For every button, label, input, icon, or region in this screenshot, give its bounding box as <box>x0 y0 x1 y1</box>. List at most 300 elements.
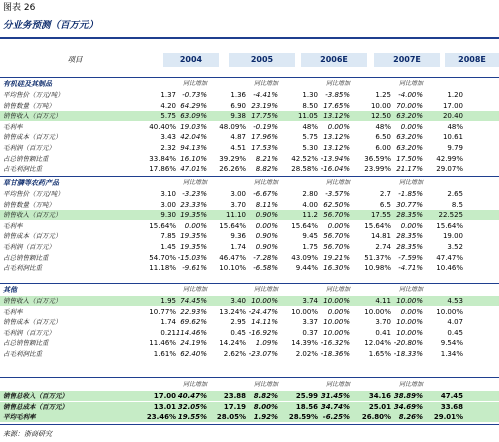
growth-cell: -23.07% <box>248 350 278 358</box>
table-row <box>0 111 499 121</box>
value-cell: 47.47% <box>436 253 463 262</box>
value-cell: 7.85 <box>160 232 176 241</box>
value-cell: 0.21 <box>160 328 176 337</box>
growth-cell: 56.70% <box>323 211 350 220</box>
growth-cell: 19.35% <box>180 232 207 241</box>
growth-cell: -16.32% <box>320 339 350 348</box>
growth-cell: 34.69% <box>393 402 423 411</box>
value-cell: 11.10 <box>225 211 246 220</box>
growth-cell: 70.00% <box>396 101 423 110</box>
value-cell: 51.37% <box>364 253 391 262</box>
growth-cell: 0.00% <box>327 307 350 316</box>
row-label: 销售数量（万吨） <box>3 101 55 110</box>
value-cell: 9.79 <box>447 144 463 152</box>
growth-cell: 56.70% <box>323 232 350 241</box>
row-label: 销售收入（百万元） <box>3 297 62 305</box>
growth-cell: -4.71% <box>398 264 423 273</box>
value-cell: 34.16 <box>368 392 391 400</box>
table-header <box>0 53 499 67</box>
growth-cell: 21.17% <box>396 165 423 174</box>
value-cell: 15.64% <box>364 221 391 230</box>
growth-cell: 17.65% <box>323 101 350 110</box>
row-label: 毛利润（百万元） <box>3 243 55 251</box>
growth-cell: -4.00% <box>398 91 423 99</box>
growth-column-label: 同比增加 <box>253 179 278 186</box>
growth-cell: -9.61% <box>182 264 207 273</box>
growth-cell: 56.70% <box>323 243 350 251</box>
table-row <box>0 253 499 263</box>
growth-cell: -13.94% <box>320 154 350 163</box>
growth-cell: 16.30% <box>323 264 350 273</box>
value-cell: 4.87 <box>230 133 246 142</box>
value-cell: 1.65% <box>368 350 391 358</box>
value-cell: 5.75 <box>160 112 176 121</box>
growth-cell: 0.00% <box>184 221 207 230</box>
table-row <box>0 402 499 412</box>
row-label: 销售总成本（百万元） <box>3 402 68 411</box>
growth-cell: 8.26% <box>398 413 423 422</box>
value-cell: 25.99 <box>295 392 318 400</box>
value-cell: 12.50 <box>370 112 391 121</box>
table-row <box>0 90 499 100</box>
table-row <box>0 154 499 164</box>
value-cell: 9.36 <box>230 232 246 241</box>
table-row <box>0 349 499 359</box>
section-divider <box>0 424 499 425</box>
header-year: 2007E <box>393 55 421 64</box>
value-cell: 10.77% <box>149 307 176 316</box>
value-cell: 5.75 <box>302 133 318 142</box>
growth-cell: 64.29% <box>180 101 207 110</box>
value-cell: 17.86% <box>149 165 176 174</box>
growth-cell: 19.55% <box>177 413 207 422</box>
growth-column-label: 同比增加 <box>325 286 350 293</box>
value-cell: 4.51 <box>230 144 246 152</box>
value-cell: 4.53 <box>447 297 463 305</box>
value-cell: 9.44% <box>295 264 318 273</box>
value-cell: 1.95 <box>160 297 176 305</box>
row-label: 占毛利润比重 <box>3 350 42 358</box>
value-cell: 29.01% <box>433 413 463 422</box>
growth-cell: 17.53% <box>251 144 278 152</box>
source-note: 来源：浙商研究 <box>3 430 52 438</box>
value-cell: 23.99% <box>364 165 391 174</box>
row-label: 占总销售额比重 <box>3 154 49 163</box>
growth-cell: -15.03% <box>177 253 207 262</box>
growth-column-label: 同比增加 <box>182 381 207 388</box>
growth-cell: 42.04% <box>180 133 207 142</box>
value-cell: 3.70 <box>375 318 391 327</box>
table-row <box>0 132 499 142</box>
growth-cell: 63.20% <box>396 133 423 142</box>
growth-cell: 63.09% <box>180 112 207 121</box>
section-title: 草甘膦等农药产品 <box>3 178 59 187</box>
value-cell: 10.00 <box>370 101 391 110</box>
growth-column-label: 同比增加 <box>325 80 350 87</box>
row-label: 平均毛利率 <box>3 413 36 422</box>
table-row <box>0 338 499 348</box>
table-row <box>0 307 499 317</box>
growth-cell: -6.25% <box>322 413 350 422</box>
value-cell: 2.62% <box>223 350 246 358</box>
value-cell: 14.39% <box>291 339 318 348</box>
growth-cell: 47.01% <box>180 165 207 174</box>
growth-cell: 17.50% <box>396 154 423 163</box>
value-cell: 3.43 <box>160 133 176 142</box>
value-cell: 28.59% <box>288 413 318 422</box>
value-cell: 46.47% <box>219 253 246 262</box>
growth-cell: 28.35% <box>396 243 423 251</box>
table-row <box>0 412 499 422</box>
growth-cell: 63.20% <box>396 112 423 121</box>
growth-cell: -6.67% <box>253 190 278 198</box>
value-cell: 11.2 <box>302 211 318 220</box>
section-divider <box>0 176 499 177</box>
table-row <box>0 263 499 273</box>
value-cell: 1.36 <box>230 91 246 99</box>
growth-cell: 10.00% <box>251 297 278 305</box>
value-cell: 1.74 <box>230 243 246 251</box>
growth-cell: 10.00% <box>323 318 350 327</box>
value-cell: 2.65 <box>447 190 463 198</box>
value-cell: 6.00 <box>375 144 391 152</box>
value-cell: 23.88 <box>223 392 246 400</box>
row-label: 占总销售额比重 <box>3 339 49 348</box>
growth-cell: 8.82% <box>253 392 278 400</box>
value-cell: 15.64% <box>149 221 176 230</box>
growth-cell: 16.10% <box>180 154 207 163</box>
value-cell: 39.29% <box>219 154 246 163</box>
growth-cell: 34.74% <box>320 402 350 411</box>
value-cell: 3.10 <box>160 190 176 198</box>
value-cell: 19.00 <box>442 232 463 241</box>
value-cell: 4.11 <box>375 297 391 305</box>
value-cell: 6.5 <box>379 200 391 209</box>
table-row <box>0 231 499 241</box>
growth-cell: 74.45% <box>180 297 207 305</box>
growth-cell: -18.36% <box>320 350 350 358</box>
growth-cell: 0.00% <box>255 221 278 230</box>
value-cell: 5.30 <box>302 144 318 152</box>
growth-cell: -3.23% <box>182 190 207 198</box>
growth-cell: 10.00% <box>396 318 423 327</box>
row-label: 平均售价（万元/吨） <box>3 190 64 198</box>
value-cell: 48% <box>447 122 463 131</box>
value-cell: 14.24% <box>219 339 246 348</box>
value-cell: 40.40% <box>149 122 176 131</box>
value-cell: 2.32 <box>160 144 176 152</box>
growth-cell: 8.11% <box>255 200 278 209</box>
growth-cell: 8.21% <box>255 154 278 163</box>
value-cell: 26.80% <box>361 413 391 422</box>
growth-cell: 28.35% <box>396 232 423 241</box>
value-cell: 1.30 <box>302 91 318 99</box>
value-cell: 0.45 <box>447 328 463 337</box>
value-cell: 1.37 <box>160 91 176 99</box>
value-cell: 1.74 <box>160 318 176 327</box>
value-cell: 3.37 <box>302 318 318 327</box>
growth-cell: 17.75% <box>251 112 278 121</box>
growth-cell: 17.96% <box>251 133 278 142</box>
growth-cell: 10.00% <box>396 297 423 305</box>
growth-cell: 8.82% <box>255 165 278 174</box>
growth-cell: 13.12% <box>323 133 350 142</box>
value-cell: 11.46% <box>149 339 176 348</box>
value-cell: 0.41 <box>375 328 391 337</box>
table-row <box>0 221 499 231</box>
growth-cell: 32.05% <box>177 402 207 411</box>
table-subtitle: 分业务预测（百万元） <box>3 20 99 31</box>
value-cell: 10.98% <box>364 264 391 273</box>
growth-cell: 24.19% <box>180 339 207 348</box>
value-cell: 11.18% <box>149 264 176 273</box>
growth-column-label: 同比增加 <box>253 381 278 388</box>
header-year: 2006E <box>320 55 348 64</box>
row-label: 销售成本（百万元） <box>3 133 62 142</box>
header-year: 2008E <box>458 55 486 64</box>
growth-cell: -3.57% <box>325 190 350 198</box>
growth-cell: 94.13% <box>180 144 207 152</box>
value-cell: 2.74 <box>375 243 391 251</box>
growth-cell: 10.00% <box>323 328 350 337</box>
growth-cell: 63.20% <box>396 144 423 152</box>
value-cell: 22.525 <box>438 211 463 220</box>
growth-cell: 22.93% <box>180 307 207 316</box>
row-label: 销售总收入（百万元） <box>3 392 68 400</box>
value-cell: 33.84% <box>149 154 176 163</box>
value-cell: 36.59% <box>364 154 391 163</box>
value-cell: 10.00% <box>436 307 463 316</box>
growth-cell: 19.35% <box>180 211 207 220</box>
growth-cell: -0.73% <box>182 91 207 99</box>
row-label: 销售数量（万吨） <box>3 200 55 209</box>
value-cell: 1.25 <box>375 91 391 99</box>
value-cell: 9.38 <box>230 112 246 121</box>
value-cell: 1.61% <box>153 350 176 358</box>
growth-column-label: 同比增加 <box>398 381 423 388</box>
row-label: 毛利润（百万元） <box>3 328 55 337</box>
value-cell: 17.55 <box>370 211 391 220</box>
row-label: 销售成本（百万元） <box>3 318 62 327</box>
growth-cell: 0.00% <box>327 122 350 131</box>
value-cell: 17.00 <box>153 392 176 400</box>
value-cell: 10.46% <box>436 264 463 273</box>
growth-cell: -20.80% <box>393 339 423 348</box>
value-cell: 25.01 <box>368 402 391 411</box>
growth-cell: 0.90% <box>255 243 278 251</box>
growth-column-label: 同比增加 <box>253 286 278 293</box>
value-cell: 28.58% <box>291 165 318 174</box>
growth-cell: -16.92% <box>248 328 278 337</box>
growth-column-label: 同比增加 <box>398 286 423 293</box>
growth-cell: 0.00% <box>327 221 350 230</box>
table-row <box>0 200 499 210</box>
value-cell: 26.26% <box>219 165 246 174</box>
growth-cell: 10.00% <box>323 297 350 305</box>
value-cell: 11.05 <box>297 112 318 121</box>
row-label: 销售收入（百万元） <box>3 211 62 220</box>
table-row <box>0 317 499 327</box>
top-rule <box>0 37 499 39</box>
value-cell: 47.45 <box>440 392 463 400</box>
table-row <box>0 328 499 338</box>
value-cell: 9.30 <box>160 211 176 220</box>
growth-cell: 0.00% <box>400 221 423 230</box>
growth-cell: 31.45% <box>320 392 350 400</box>
value-cell: 48% <box>375 122 391 131</box>
value-cell: 6.90 <box>230 101 246 110</box>
value-cell: 10.00% <box>291 307 318 316</box>
value-cell: 10.00% <box>364 307 391 316</box>
value-cell: 0.37 <box>302 328 318 337</box>
growth-cell: 23.19% <box>251 101 278 110</box>
value-cell: 17.19 <box>223 402 246 411</box>
value-cell: 3.00 <box>230 190 246 198</box>
value-cell: 42.99% <box>436 154 463 163</box>
row-label: 占毛利润比重 <box>3 264 42 273</box>
table-row <box>0 242 499 252</box>
value-cell: 1.45 <box>160 243 176 251</box>
value-cell: 2.80 <box>302 190 318 198</box>
value-cell: 54.70% <box>149 253 176 262</box>
value-cell: 3.40 <box>230 297 246 305</box>
value-cell: 12.04% <box>364 339 391 348</box>
growth-cell: 69.62% <box>180 318 207 327</box>
growth-column-label: 同比增加 <box>182 286 207 293</box>
value-cell: 10.61 <box>442 133 463 142</box>
value-cell: 18.56 <box>295 402 318 411</box>
growth-cell: 1.92% <box>253 413 278 422</box>
growth-cell: 1.09% <box>255 339 278 348</box>
section-divider <box>0 77 499 78</box>
growth-column-label: 同比增加 <box>398 179 423 186</box>
row-label: 毛利率 <box>3 221 23 230</box>
row-label: 占总销售额比重 <box>3 253 49 262</box>
growth-cell: 38.89% <box>393 392 423 400</box>
value-cell: 23.46% <box>146 413 176 422</box>
growth-cell: 0.00% <box>400 307 423 316</box>
row-label: 毛利率 <box>3 307 23 316</box>
value-cell: 3.74 <box>302 297 318 305</box>
growth-cell: 40.47% <box>177 392 207 400</box>
growth-column-label: 同比增加 <box>182 80 207 87</box>
growth-cell: 62.40% <box>180 350 207 358</box>
value-cell: 9.54% <box>440 339 463 348</box>
header-year: 2005 <box>250 55 274 64</box>
growth-cell: -24.47% <box>248 307 278 316</box>
growth-cell: -7.59% <box>398 253 423 262</box>
value-cell: 13.24% <box>219 307 246 316</box>
growth-cell: 19.35% <box>180 243 207 251</box>
value-cell: 13.01 <box>153 402 176 411</box>
value-cell: 4.00 <box>302 200 318 209</box>
value-cell: 43.09% <box>291 253 318 262</box>
value-cell: 28.05% <box>216 413 246 422</box>
value-cell: 20.40 <box>442 112 463 121</box>
value-cell: 0.45 <box>230 328 246 337</box>
section-title: 有机硅及其制品 <box>3 79 52 88</box>
row-label: 占毛利润比重 <box>3 165 42 174</box>
growth-cell: -4.41% <box>253 91 278 99</box>
table-row <box>0 122 499 132</box>
growth-column-label: 同比增加 <box>325 179 350 186</box>
growth-column-label: 同比增加 <box>398 80 423 87</box>
value-cell: 29.07% <box>436 165 463 174</box>
table-row <box>0 391 499 401</box>
growth-cell: -18.33% <box>393 350 423 358</box>
value-cell: 8.50 <box>302 101 318 110</box>
growth-cell: -6.58% <box>253 264 278 273</box>
value-cell: 4.20 <box>160 101 176 110</box>
value-cell: 3.52 <box>447 243 463 251</box>
growth-cell: 19.03% <box>180 122 207 131</box>
growth-cell: 0.90% <box>255 211 278 220</box>
row-label: 毛利率 <box>3 122 23 131</box>
table-row <box>0 189 499 199</box>
section-title: 其他 <box>3 285 17 294</box>
growth-cell: 14.11% <box>251 318 278 327</box>
growth-cell: -0.19% <box>253 122 278 131</box>
row-label: 平均售价（万元/吨） <box>3 91 64 99</box>
value-cell: 8.5 <box>451 200 463 209</box>
growth-cell: -1.85% <box>398 190 423 198</box>
value-cell: 6.50 <box>375 133 391 142</box>
table-row <box>0 210 499 220</box>
value-cell: 2.7 <box>379 190 391 198</box>
row-label: 销售收入（百万元） <box>3 112 62 121</box>
value-cell: 48% <box>302 122 318 131</box>
header-item-label: 项目 <box>67 55 83 64</box>
growth-cell: -3.85% <box>325 91 350 99</box>
growth-cell: 114.46% <box>175 328 207 337</box>
figure-label: 图表 26 <box>3 3 36 13</box>
value-cell: 14.81 <box>370 232 391 241</box>
value-cell: 33.68 <box>440 402 463 411</box>
header-year: 2004 <box>179 55 203 64</box>
value-cell: 2.02% <box>295 350 318 358</box>
value-cell: 17.00 <box>442 101 463 110</box>
value-cell: 42.52% <box>291 154 318 163</box>
table-row <box>0 164 499 174</box>
table-row <box>0 101 499 111</box>
row-label: 销售成本（百万元） <box>3 232 62 241</box>
growth-cell: 0.00% <box>400 122 423 131</box>
value-cell: 15.64% <box>219 221 246 230</box>
growth-cell: 62.50% <box>323 200 350 209</box>
growth-cell: 0.90% <box>255 232 278 241</box>
growth-cell: 23.33% <box>180 200 207 209</box>
growth-cell: 13.12% <box>323 144 350 152</box>
growth-cell: 30.77% <box>396 200 423 209</box>
value-cell: 9.45 <box>302 232 318 241</box>
growth-cell: -7.28% <box>253 253 278 262</box>
value-cell: 10.10% <box>219 264 246 273</box>
growth-cell: 19.21% <box>323 253 350 262</box>
value-cell: 15.64% <box>436 221 463 230</box>
value-cell: 4.07 <box>447 318 463 327</box>
growth-cell: 13.12% <box>323 112 350 121</box>
growth-cell: 10.00% <box>396 328 423 337</box>
value-cell: 1.34% <box>440 350 463 358</box>
value-cell: 3.70 <box>230 200 246 209</box>
growth-cell: 28.35% <box>396 211 423 220</box>
value-cell: 15.64% <box>291 221 318 230</box>
section-divider <box>0 283 499 284</box>
growth-cell: 8.00% <box>253 402 278 411</box>
value-cell: 3.00 <box>160 200 176 209</box>
value-cell: 1.20 <box>447 91 463 99</box>
growth-column-label: 同比增加 <box>253 80 278 87</box>
